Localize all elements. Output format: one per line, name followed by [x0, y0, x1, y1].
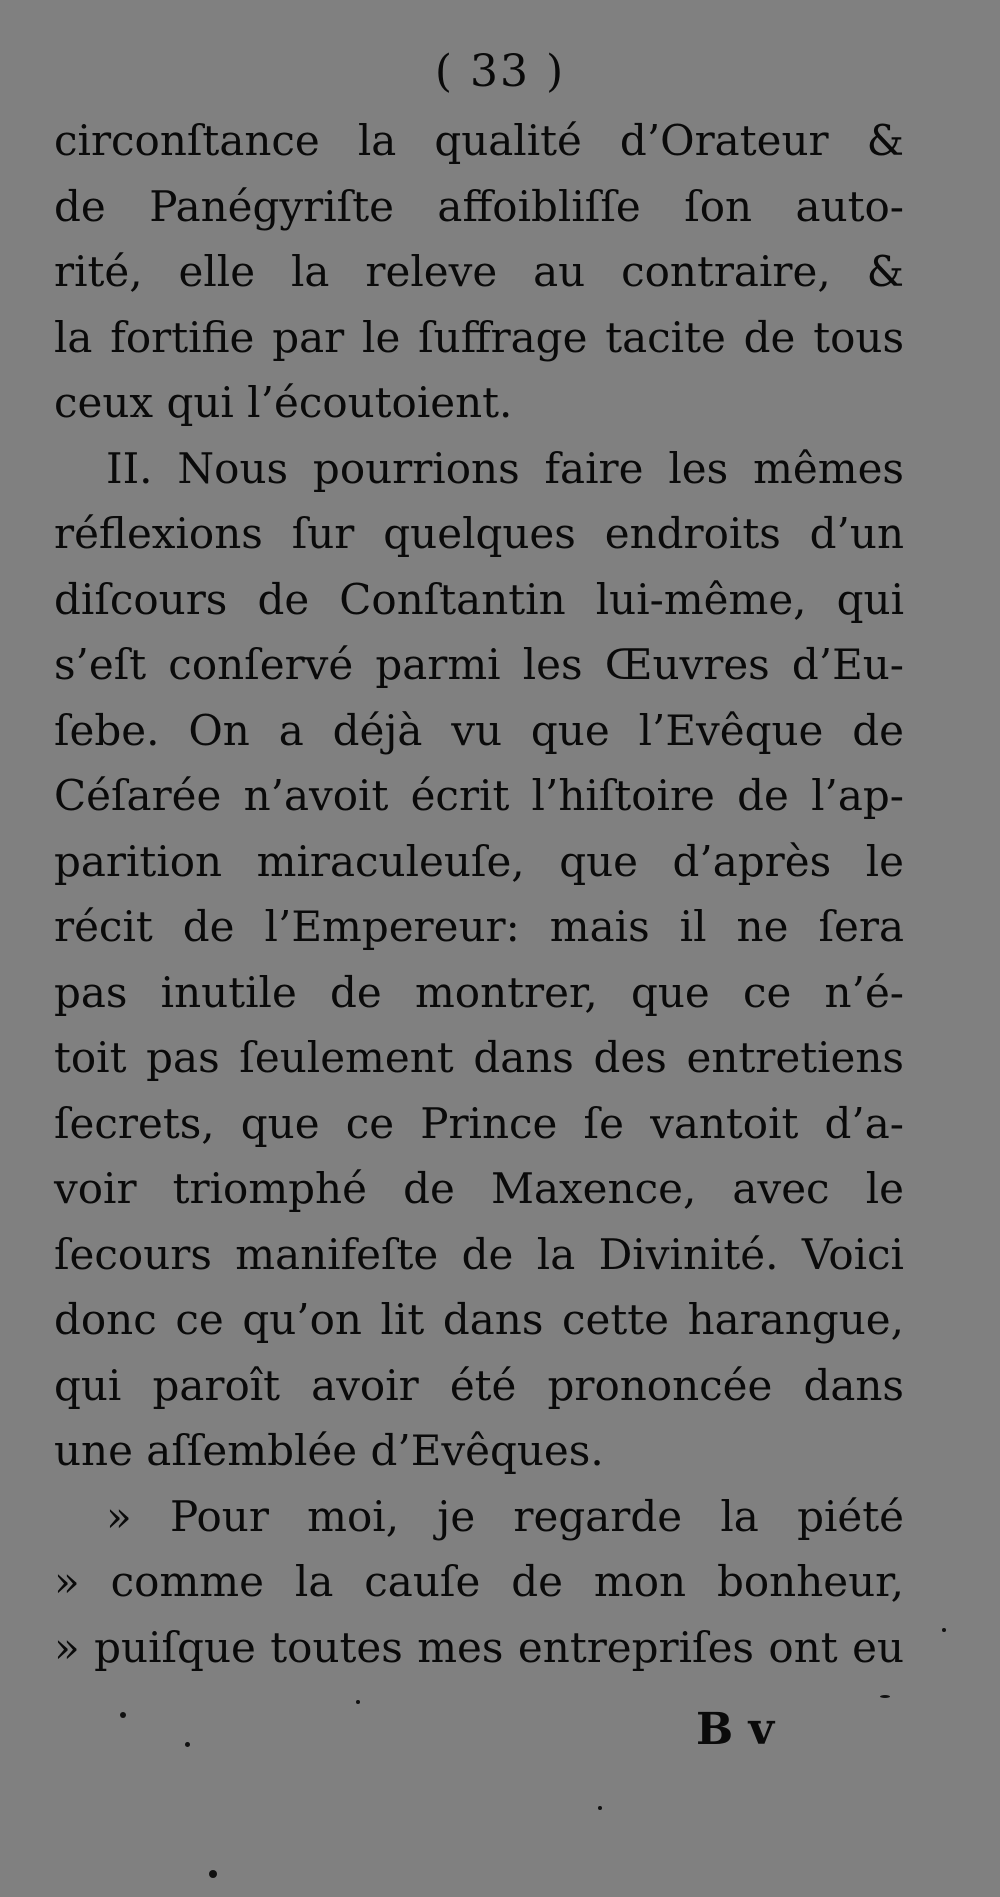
text-line: voir triomphé de Maxence, avec le — [54, 1164, 904, 1213]
ink-speck — [185, 1742, 190, 1747]
text-line: la fortifie par le ſuffrage tacite de tous — [54, 312, 904, 362]
text-line: ſecours manifeſte de la Divinité. Voici — [54, 1229, 904, 1279]
text-line: qui paroît avoir été prononcée dans — [54, 1360, 904, 1410]
paragraph-quotation — [54, 1484, 904, 1681]
text-line: ſebe. On a déjà vu que l’Evêque de — [54, 705, 904, 755]
text-line: une aſſemblée d’Evêques. — [54, 1426, 604, 1475]
text-line: » puiſque toutes mes entrepriſes ont eu — [54, 1622, 904, 1672]
text-line: ceux qui l’écoutoient. — [54, 378, 513, 427]
body-text — [54, 108, 904, 1680]
text-line: réflexions ſur quelques endroits d’un — [54, 509, 904, 558]
text-line: » comme la cauſe de mon bonheur, — [54, 1557, 904, 1606]
ink-speck — [120, 1712, 126, 1718]
ink-speck — [598, 1806, 602, 1810]
text-line: rité, elle la releve au contraire, & — [54, 247, 904, 296]
text-line: récit de l’Empereur: mais il ne ſera — [54, 902, 904, 951]
catchword-signature: B v — [696, 1704, 775, 1755]
text-line: pas inutile de montrer, que ce n’é- — [54, 967, 904, 1017]
text-line: toit pas ſeulement dans des entretiens — [54, 1033, 904, 1082]
ink-speck — [942, 1628, 946, 1632]
text-line: s’eſt conſervé parmi les Œuvres d’Eu- — [54, 640, 904, 689]
text-line: ſecrets, que ce Prince ſe vantoit d’a- — [54, 1098, 904, 1148]
text-line: parition miraculeuſe, que d’après le — [54, 836, 904, 886]
text-line: diſcours de Conſtantin lui-même, qui — [54, 574, 904, 624]
page-number: ( 33 ) — [434, 46, 566, 97]
text-line: donc ce qu’on lit dans cette harangue, — [54, 1295, 904, 1344]
text-line: Céſarée n’avoit écrit l’hiſtoire de l’ap- — [54, 771, 904, 820]
ink-speck — [209, 1870, 217, 1878]
text-line: circonſtance la qualité d’Orateur & — [54, 116, 904, 165]
text-line: II. Nous pourrions faire les mêmes — [106, 443, 904, 493]
text-line: de Panégyriſte affoibliſſe ſon auto- — [54, 181, 904, 231]
paragraph-section-ii — [54, 436, 904, 1484]
text-line: » Pour moi, je regarde la piété — [106, 1491, 904, 1541]
ink-speck — [880, 1695, 890, 1698]
paragraph-continuation — [54, 108, 904, 436]
ink-speck — [356, 1700, 360, 1704]
